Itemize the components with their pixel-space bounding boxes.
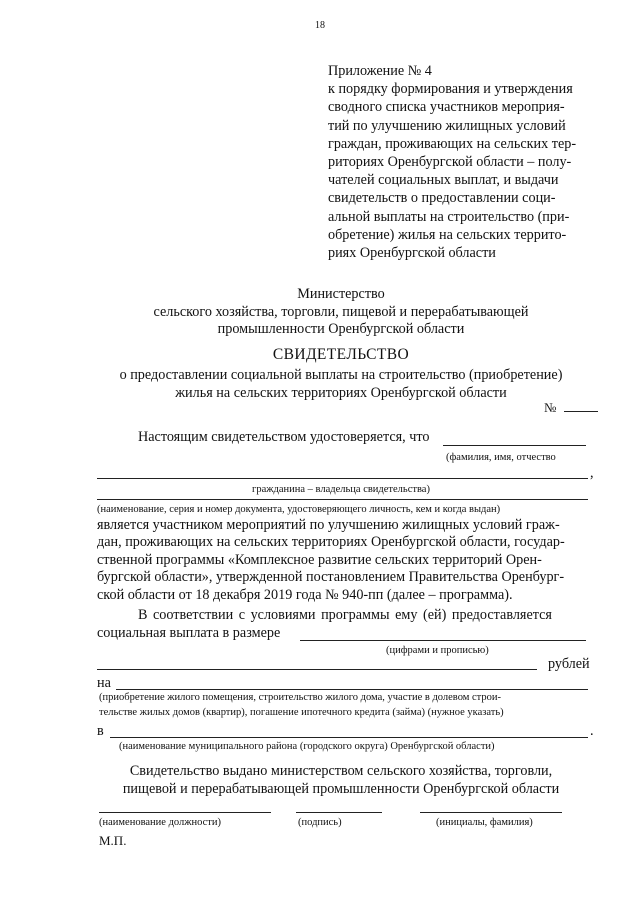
appendix-line: граждан, проживающих на сельских тер- <box>328 135 577 152</box>
issued-by-text <box>0 762 640 798</box>
certify-text: Настоящим свидетельством удостоверяется, что <box>138 429 430 445</box>
position-signature-line[interactable] <box>99 812 271 813</box>
district-label: в <box>97 723 104 739</box>
appendix-title: Приложение № 4 <box>328 63 432 79</box>
ministry-line: промышленности Оренбургской области <box>217 321 465 337</box>
ministry-name <box>0 286 640 339</box>
number-field[interactable] <box>564 411 598 412</box>
fio-field-line[interactable] <box>443 445 586 446</box>
paragraph-line: бургской области», утвержденной постановлением Правительства Оренбург- <box>97 569 565 586</box>
appendix-header <box>328 62 576 262</box>
appendix-line: к порядку формирования и утверждения <box>328 81 573 98</box>
paragraph-line: является участником мероприятий по улучшению жилищных условий граж- <box>97 517 560 533</box>
period: . <box>590 723 594 739</box>
issued-line: пищевой и перерабатывающей промышленности Оренбургской области <box>122 781 560 797</box>
appendix-line: альной выплаты на строительство (при- <box>328 208 570 225</box>
district-hint: (наименование муниципального района (городского округа) Оренбургской области) <box>119 741 495 752</box>
appendix-line: обретение) жилья на сельских террито- <box>328 226 567 243</box>
initials-hint: (инициалы, фамилия) <box>436 817 533 828</box>
purpose-hint-line: тельстве жилых домов (квартир), погашение ипотечного кредита (займа) (нужное указать) <box>99 707 504 718</box>
document-field-line[interactable] <box>97 499 588 500</box>
district-field-line[interactable] <box>110 737 588 738</box>
document-hint: (наименование, серия и номер документа, удостоверяющего личность, кем и когда выдан) <box>97 504 501 515</box>
amount-continuation-line[interactable] <box>97 669 537 670</box>
payment-text: В соответствии с условиями программы ему (ей) предоставляется <box>138 607 552 623</box>
appendix-line: риториях Оренбургской области – полу- <box>328 154 572 171</box>
owner-hint: гражданина – владельца свидетельства) <box>252 484 430 495</box>
appendix-line: свидетельств о предоставлении соци- <box>328 190 556 207</box>
payment-amount-label: социальная выплата в размере <box>97 625 281 641</box>
issued-line: Свидетельство выдано министерством сельского хозяйства, торговли, <box>129 763 553 779</box>
position-hint: (наименование должности) <box>99 817 222 828</box>
ministry-line: сельского хозяйства, торговли, пищевой и перерабатывающей <box>153 303 529 320</box>
subtitle-line: о предоставлении социальной выплаты на строительство (приобретение) <box>119 367 563 383</box>
appendix-line: риях Оренбургской области <box>328 245 496 262</box>
certificate-subtitle <box>0 366 640 402</box>
initials-signature-line[interactable] <box>420 812 562 813</box>
amount-hint: (цифрами и прописью) <box>386 645 489 656</box>
signature-line[interactable] <box>296 812 382 813</box>
purpose-hint-line: (приобретение жилого помещения, строительство жилого дома, участие в долевом строи- <box>99 692 502 703</box>
comma: , <box>590 465 594 481</box>
amount-field-line[interactable] <box>300 640 586 641</box>
rubles-label: рублей <box>548 656 590 672</box>
paragraph-line: дан, проживающих на сельских территориях Оренбургской области, государ- <box>97 534 565 551</box>
number-label: № <box>544 400 557 415</box>
fio-continuation-line[interactable] <box>97 478 588 479</box>
signature-hint: (подпись) <box>298 817 342 828</box>
appendix-line: тий по улучшению жилищных условий <box>328 117 566 134</box>
appendix-line: сводного списка участников мероприя- <box>328 99 565 116</box>
page-number: 18 <box>315 20 325 31</box>
certificate-title: СВИДЕТЕЛЬСТВО <box>272 346 410 363</box>
subtitle-line: жилья на сельских территориях Оренбургской области <box>175 385 507 401</box>
purpose-field-line[interactable] <box>116 689 588 690</box>
appendix-line: чателей социальных выплат, и выдачи <box>328 172 559 189</box>
certificate-number <box>544 400 598 416</box>
paragraph-line: ственной программы «Комплексное развитие сельских территорий Орен- <box>97 551 542 568</box>
ministry-line: Министерство <box>297 286 385 302</box>
paragraph-line: ской области от 18 декабря 2019 года № 940-пп (далее – программа). <box>97 586 513 603</box>
participant-paragraph <box>97 517 597 604</box>
stamp-place: М.П. <box>99 833 127 848</box>
fio-hint: (фамилия, имя, отчество <box>446 452 556 463</box>
purpose-label: на <box>97 675 111 691</box>
